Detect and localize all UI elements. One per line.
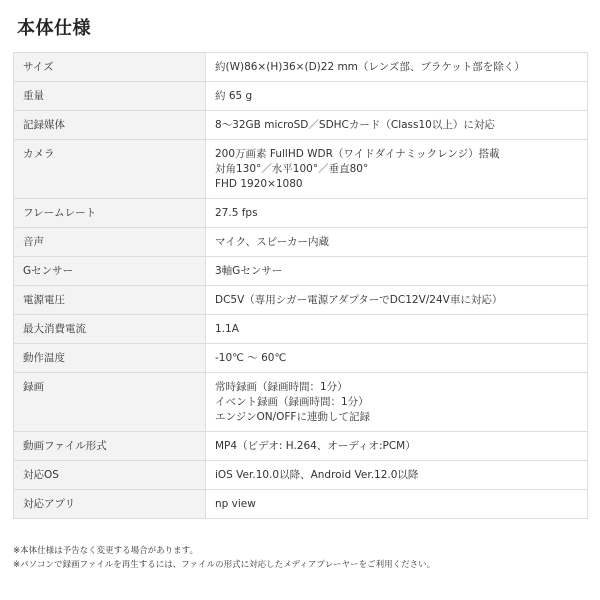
spec-label: 記録媒体 [14, 111, 206, 140]
table-row [14, 286, 588, 315]
spec-value-line: 常時録画（録画時間：1分） [215, 381, 348, 393]
spec-value [206, 461, 588, 490]
table-row [14, 111, 588, 140]
spec-value-line: 27.5 fps [215, 207, 258, 219]
spec-label: 電源電圧 [14, 286, 206, 315]
footnote: ※本体仕様は予告なく変更する場合があります。 [13, 546, 198, 556]
table-row [14, 373, 588, 432]
table-row [14, 257, 588, 286]
spec-value [206, 490, 588, 519]
spec-value [206, 315, 588, 344]
spec-label: 動画ファイル形式 [14, 432, 206, 461]
table-row [14, 82, 588, 111]
spec-label: 対応アプリ [14, 490, 206, 519]
table-row [14, 53, 588, 82]
spec-value [206, 199, 588, 228]
spec-label: 音声 [14, 228, 206, 257]
spec-value [206, 82, 588, 111]
spec-value-line: エンジンON/OFFに連動して記録 [215, 411, 370, 423]
spec-value-line: 約(W)86×(H)36×(D)22 mm（レンズ部、ブラケット部を除く） [215, 61, 525, 73]
spec-label: 動作温度 [14, 344, 206, 373]
spec-label: 重量 [14, 82, 206, 111]
spec-label: 録画 [14, 373, 206, 432]
spec-label: カメラ [14, 140, 206, 199]
spec-label: フレームレート [14, 199, 206, 228]
spec-value-line: 1.1A [215, 323, 239, 335]
spec-value-line: 3軸Gセンサー [215, 265, 283, 277]
spec-value [206, 228, 588, 257]
page-title: 本体仕様 [17, 18, 91, 39]
footnote: ※パソコンで録画ファイルを再生するには、ファイルの形式に対応したメディアプレーヤーをご利用ください。 [13, 560, 436, 570]
spec-label: 対応OS [14, 461, 206, 490]
spec-value-line: MP4（ビデオ: H.264、オーディオ:PCM） [215, 440, 416, 452]
spec-value [206, 373, 588, 432]
spec-value-line: 200万画素 FullHD WDR（ワイドダイナミックレンジ）搭載 [215, 148, 500, 160]
spec-table [13, 52, 588, 519]
table-row [14, 432, 588, 461]
spec-label: Gセンサー [14, 257, 206, 286]
spec-value [206, 111, 588, 140]
spec-value-line: np view [215, 498, 256, 510]
table-row [14, 490, 588, 519]
spec-value [206, 257, 588, 286]
table-row [14, 344, 588, 373]
spec-table-body [14, 53, 588, 519]
spec-label: 最大消費電流 [14, 315, 206, 344]
spec-value [206, 53, 588, 82]
table-row [14, 140, 588, 199]
table-row [14, 228, 588, 257]
spec-value-line: 約 65 g [215, 90, 253, 102]
spec-value-line: -10℃ ～ 60℃ [215, 352, 287, 364]
spec-value-line: 8～32GB microSD／SDHCカード（Class10以上）に対応 [215, 119, 495, 131]
spec-value-line: イベント録画（録画時間：1分） [215, 396, 369, 408]
spec-value [206, 344, 588, 373]
footnotes [13, 544, 435, 572]
spec-value-line: 対角130°／水平100°／垂直80° [215, 163, 369, 175]
spec-value-line: DC5V（専用シガー電源アダプターでDC12V/24V車に対応） [215, 294, 503, 306]
table-row [14, 199, 588, 228]
spec-label: サイズ [14, 53, 206, 82]
table-row [14, 461, 588, 490]
spec-value-line: FHD 1920×1080 [215, 178, 303, 190]
spec-value-line: iOS Ver.10.0以降、Android Ver.12.0以降 [215, 469, 419, 481]
spec-value-line: マイク、スピーカー内蔵 [215, 236, 330, 248]
spec-value [206, 432, 588, 461]
table-row [14, 315, 588, 344]
spec-value [206, 286, 588, 315]
spec-value [206, 140, 588, 199]
